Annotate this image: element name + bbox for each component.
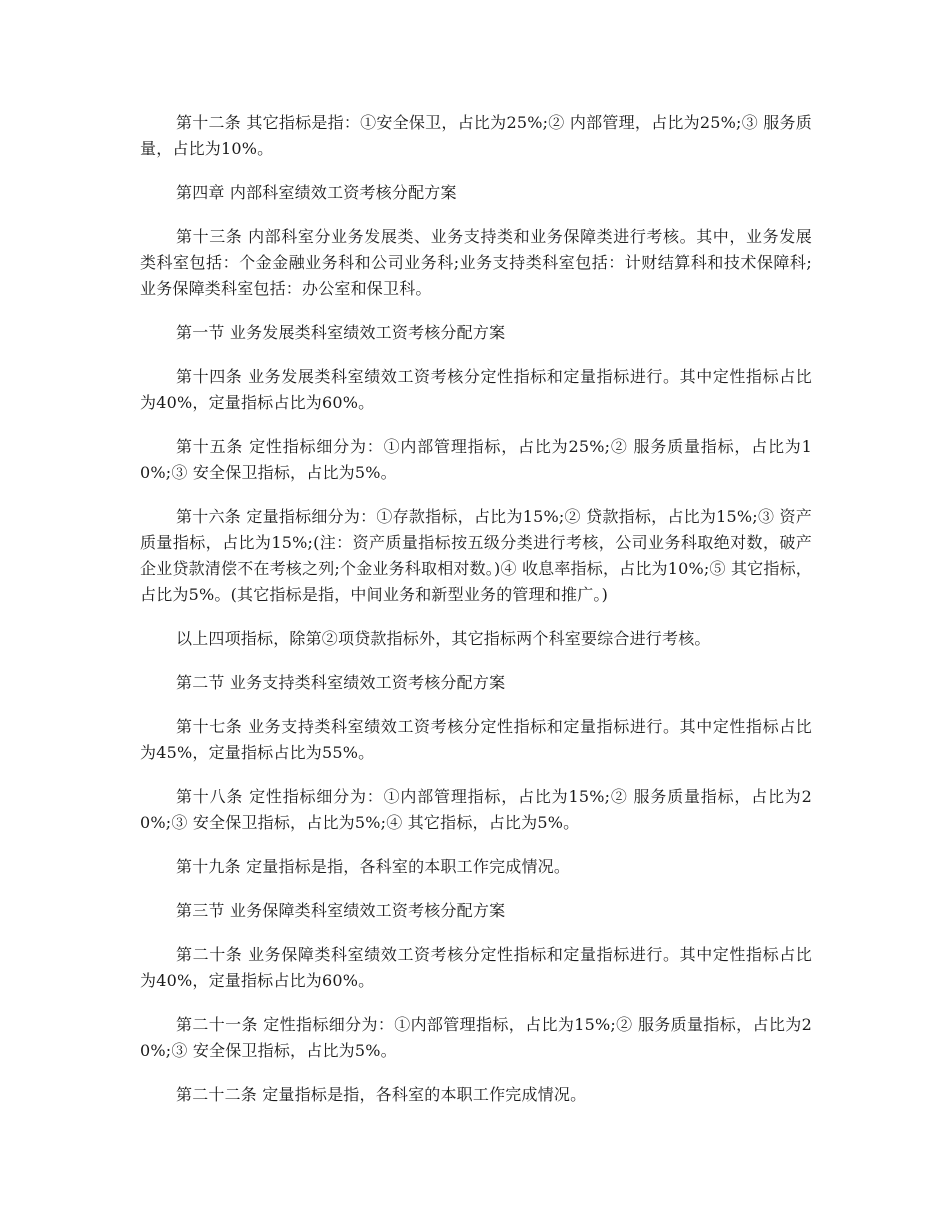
chapter-4-heading: 第四章 内部科室绩效工资考核分配方案 bbox=[176, 183, 457, 202]
article-17: 第十七条 业务支持类科室绩效工资考核分定性指标和定量指标进行。其中定性指标占比为45%，定量指标占比为55%。 bbox=[140, 717, 812, 762]
section-1-heading: 第一节 业务发展类科室绩效工资考核分配方案 bbox=[176, 323, 506, 342]
article-20: 第二十条 业务保障类科室绩效工资考核分定性指标和定量指标进行。其中定性指标占比为40%，定量指标占比为60%。 bbox=[140, 945, 812, 990]
section-2-heading: 第二节 业务支持类科室绩效工资考核分配方案 bbox=[176, 673, 506, 692]
document-body bbox=[140, 110, 812, 1126]
article-13: 第十三条 内部科室分业务发展类、业务支持类和业务保障类进行考核。其中，业务发展类科室包括：个金金融业务科和公司业务科;业务支持类科室包括：计财结算科和技术保障科;业务保障类科室包括：办公室和保卫科。 bbox=[140, 227, 812, 298]
article-14: 第十四条 业务发展类科室绩效工资考核分定性指标和定量指标进行。其中定性指标占比为40%，定量指标占比为60%。 bbox=[140, 367, 812, 412]
section-3-heading: 第三节 业务保障类科室绩效工资考核分配方案 bbox=[176, 901, 506, 920]
article-18: 第十八条 定性指标细分为：①内部管理指标，占比为15%;② 服务质量指标，占比为20%;③ 安全保卫指标，占比为5%;④ 其它指标，占比为5%。 bbox=[140, 787, 812, 832]
article-15: 第十五条 定性指标细分为：①内部管理指标，占比为25%;② 服务质量指标，占比为10%;③ 安全保卫指标，占比为5%。 bbox=[140, 437, 812, 482]
article-19: 第十九条 定量指标是指，各科室的本职工作完成情况。 bbox=[176, 857, 571, 876]
article-22: 第二十二条 定量指标是指，各科室的本职工作完成情况。 bbox=[176, 1085, 587, 1104]
article-12: 第十二条 其它指标是指：①安全保卫，占比为25%;② 内部管理，占比为25%;③ 服务质量，占比为10%。 bbox=[140, 113, 812, 158]
article-21: 第二十一条 定性指标细分为：①内部管理指标，占比为15%;② 服务质量指标，占比为20%;③ 安全保卫指标，占比为5%。 bbox=[140, 1015, 812, 1060]
article-16: 第十六条 定量指标细分为：①存款指标，占比为15%;② 贷款指标，占比为15%;③ 资产质量指标，占比为15%;(注：资产质量指标按五级分类进行考核，公司业务科取绝对数，破产企业贷款清偿不在考核之列;个金业务科取相对数。)④ 收息率指标，占比为10%;⑤ 其它指标，占比为5%。(其它指标是指，中间业务和新型业务的管理和推广。) bbox=[140, 507, 812, 604]
note-paragraph: 以上四项指标，除第②项贷款指标外，其它指标两个科室要综合进行考核。 bbox=[176, 629, 711, 648]
